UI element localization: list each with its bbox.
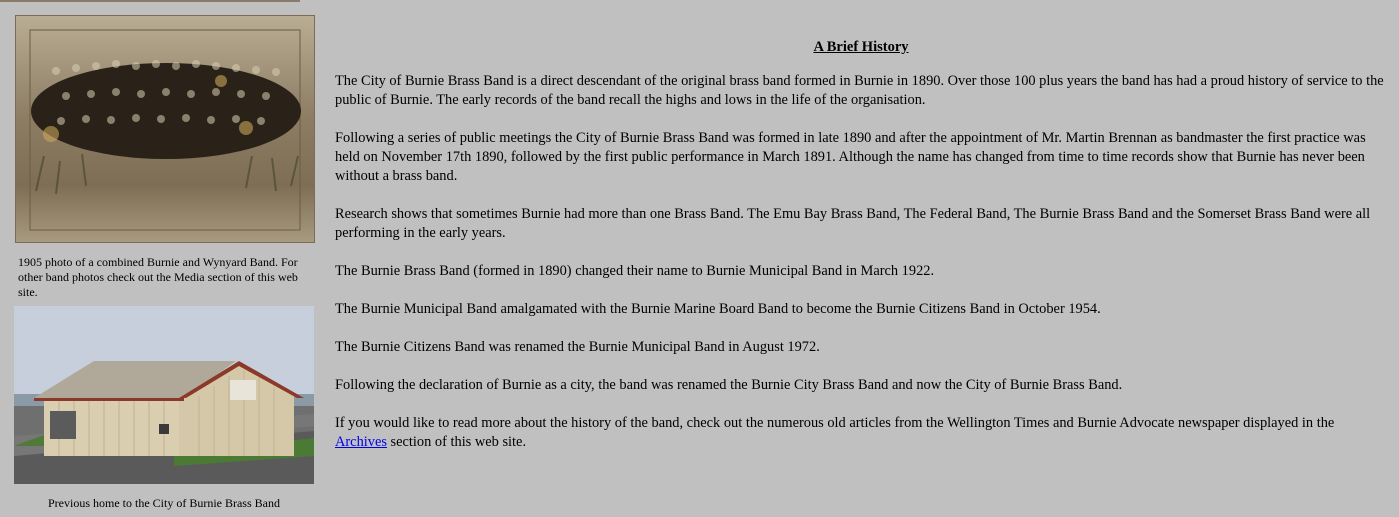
band-photo-1905 <box>15 15 315 243</box>
history-content <box>335 38 1387 471</box>
history-paragraph: The City of Burnie Brass Band is a direct descendant of the original brass band formed in Burnie in 1890. Over those 100 plus years the band has had a proud history of service to the public of Burnie. The early records of the band recall the highs and lows in the life of the organisation. <box>335 73 1384 108</box>
archives-link[interactable]: Archives <box>335 434 387 450</box>
band-photo-image <box>16 16 314 242</box>
archives-text-after: section of this web site. <box>386 434 527 450</box>
sidebar <box>0 0 325 517</box>
archives-paragraph <box>335 414 1387 452</box>
band-hall-caption: Previous home to the City of Burnie Brass Band <box>48 496 280 510</box>
history-paragraph: The Burnie Brass Band (formed in 1890) changed their name to Burnie Municipal Band in March 1922. <box>335 263 935 279</box>
band-photo-caption: 1905 photo of a combined Burnie and Wynyard Band. For other band photos check out the Media section of this web site. <box>18 255 298 299</box>
page-title: A Brief History <box>813 39 909 55</box>
band-hall-image <box>14 306 314 484</box>
history-paragraph: Research shows that sometimes Burnie had more than one Brass Band. The Emu Bay Brass Band, The Federal Band, The Burnie Brass Band and the Somerset Brass Band were all performing in the early years. <box>335 206 1371 241</box>
history-paragraph: The Burnie Citizens Band was renamed the Burnie Municipal Band in August 1972. <box>335 339 820 355</box>
band-hall-photo <box>14 306 314 484</box>
archives-text-before: If you would like to read more about the history of the band, check out the numerous old articles from the Wellington Times and Burnie Advocate newspaper displayed in the <box>335 415 1335 431</box>
history-paragraph: The Burnie Municipal Band amalgamated with the Burnie Marine Board Band to become the Burnie Citizens Band in October 1954. <box>335 301 1101 317</box>
history-paragraph: Following a series of public meetings the City of Burnie Brass Band was formed in late 1890 and after the appointment of Mr. Martin Brennan as bandmaster the first practice was held on November 17th 1890, followed by the first public performance in March 1891. Although the name has changed from time to time records show that Burnie has never been without a brass band. <box>335 130 1366 184</box>
history-paragraph: Following the declaration of Burnie as a city, the band was renamed the Burnie City Brass Band and now the City of Burnie Brass Band. <box>335 377 1123 393</box>
